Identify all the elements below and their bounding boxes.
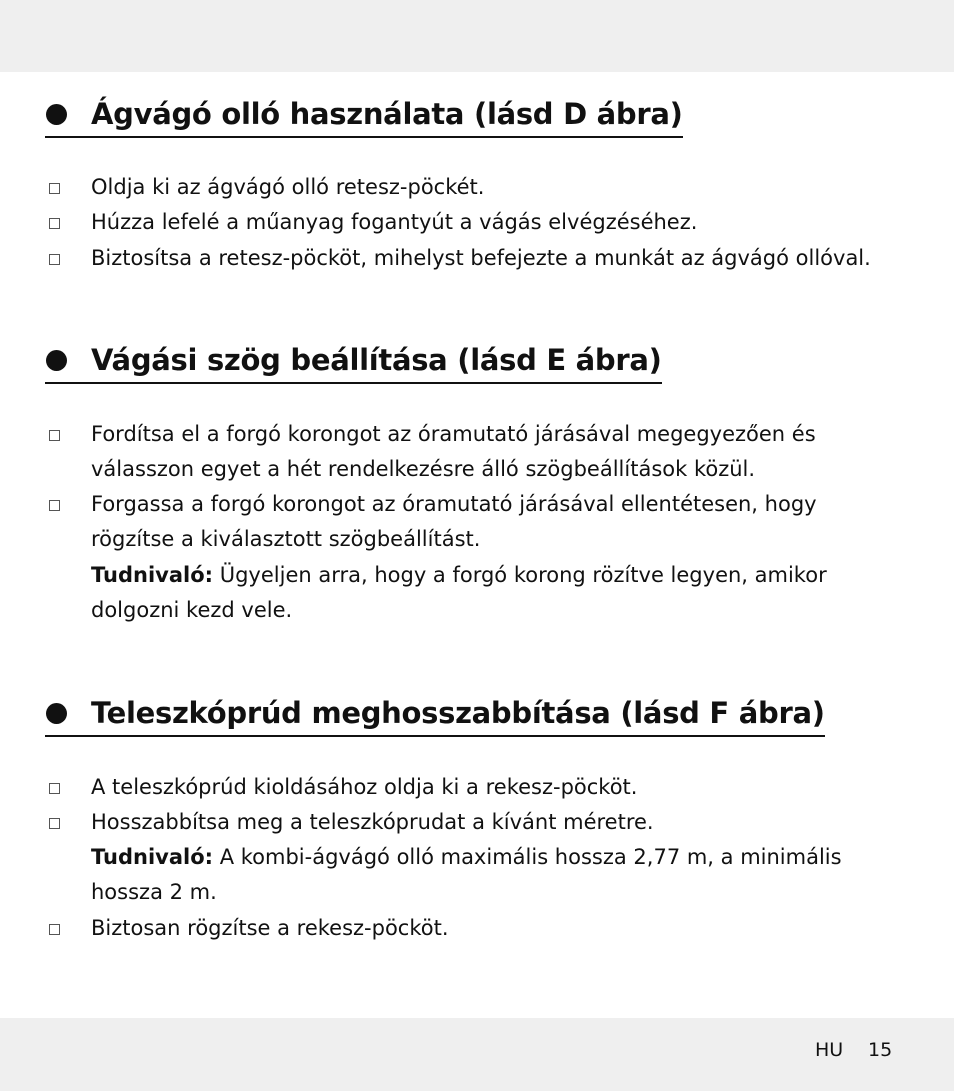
note-label: Tudnivaló: <box>91 845 214 869</box>
footer-page-number: 15 <box>868 1039 893 1061</box>
list-item-text: Biztosan rögzítse a rekesz-pöcköt. <box>91 916 449 940</box>
list-item-text: Hosszabbítsa meg a teleszkóprudat a kívánt méretre. <box>91 810 654 834</box>
note-text: A kombi-ágvágó olló maximális hossza 2,77 m, a minimális <box>213 845 842 869</box>
note-line-1 <box>91 558 827 593</box>
checkbox-bullet-icon <box>49 218 60 229</box>
section-heading-pruning-shears <box>45 92 683 138</box>
heading-bullet-icon <box>46 350 67 371</box>
note-text: Ügyeljen arra, hogy a forgó korong rözítve legyen, amikor <box>213 563 827 587</box>
checkbox-bullet-icon <box>49 783 60 794</box>
note-line-1 <box>91 840 842 875</box>
note-line-2: hossza 2 m. <box>91 880 217 904</box>
checkbox-bullet-icon <box>49 430 60 441</box>
checkbox-bullet-icon <box>49 254 60 265</box>
section-heading-telescopic-pole <box>45 691 825 737</box>
list-item-text: Oldja ki az ágvágó olló retesz-pöckét. <box>91 175 485 199</box>
heading-bullet-icon <box>46 703 67 724</box>
checkbox-bullet-icon <box>49 818 60 829</box>
list-item-text-line-2: rögzítse a kiválasztott szögbeállítást. <box>91 527 481 551</box>
checkbox-bullet-icon <box>49 924 60 935</box>
list-item-text: Biztosítsa a retesz-pöcköt, mihelyst befejezte a munkát az ágvágó ollóval. <box>91 246 871 270</box>
list-item-text: Húzza lefelé a műanyag fogantyút a vágás elvégzéséhez. <box>91 210 698 234</box>
note-line-2: dolgozni kezd vele. <box>91 598 293 622</box>
checkbox-bullet-icon <box>49 500 60 511</box>
footer-language-code: HU <box>815 1039 844 1061</box>
list-item-text-line-2: válasszon egyet a hét rendelkezésre álló szögbeállítások közül. <box>91 457 756 481</box>
list-item-text-line-1: Fordítsa el a forgó korongot az óramutató járásával megegyezően és <box>91 422 816 446</box>
heading-text: Vágási szög beállítása (lásd E ábra) <box>91 343 662 377</box>
list-item-text-line-1: Forgassa a forgó korongot az óramutató járásával ellentétesen, hogy <box>91 492 817 516</box>
footer-band <box>0 1018 954 1091</box>
section-heading-cutting-angle <box>45 338 662 384</box>
checkbox-bullet-icon <box>49 183 60 194</box>
heading-text: Teleszkóprúd meghosszabbítása (lásd F ábra) <box>91 696 825 730</box>
note-label: Tudnivaló: <box>91 563 214 587</box>
heading-text: Ágvágó olló használata (lásd D ábra) <box>91 97 683 131</box>
heading-bullet-icon <box>46 104 67 125</box>
top-margin-band <box>0 0 954 72</box>
list-item-text: A teleszkóprúd kioldásához oldja ki a rekesz-pöcköt. <box>91 775 638 799</box>
